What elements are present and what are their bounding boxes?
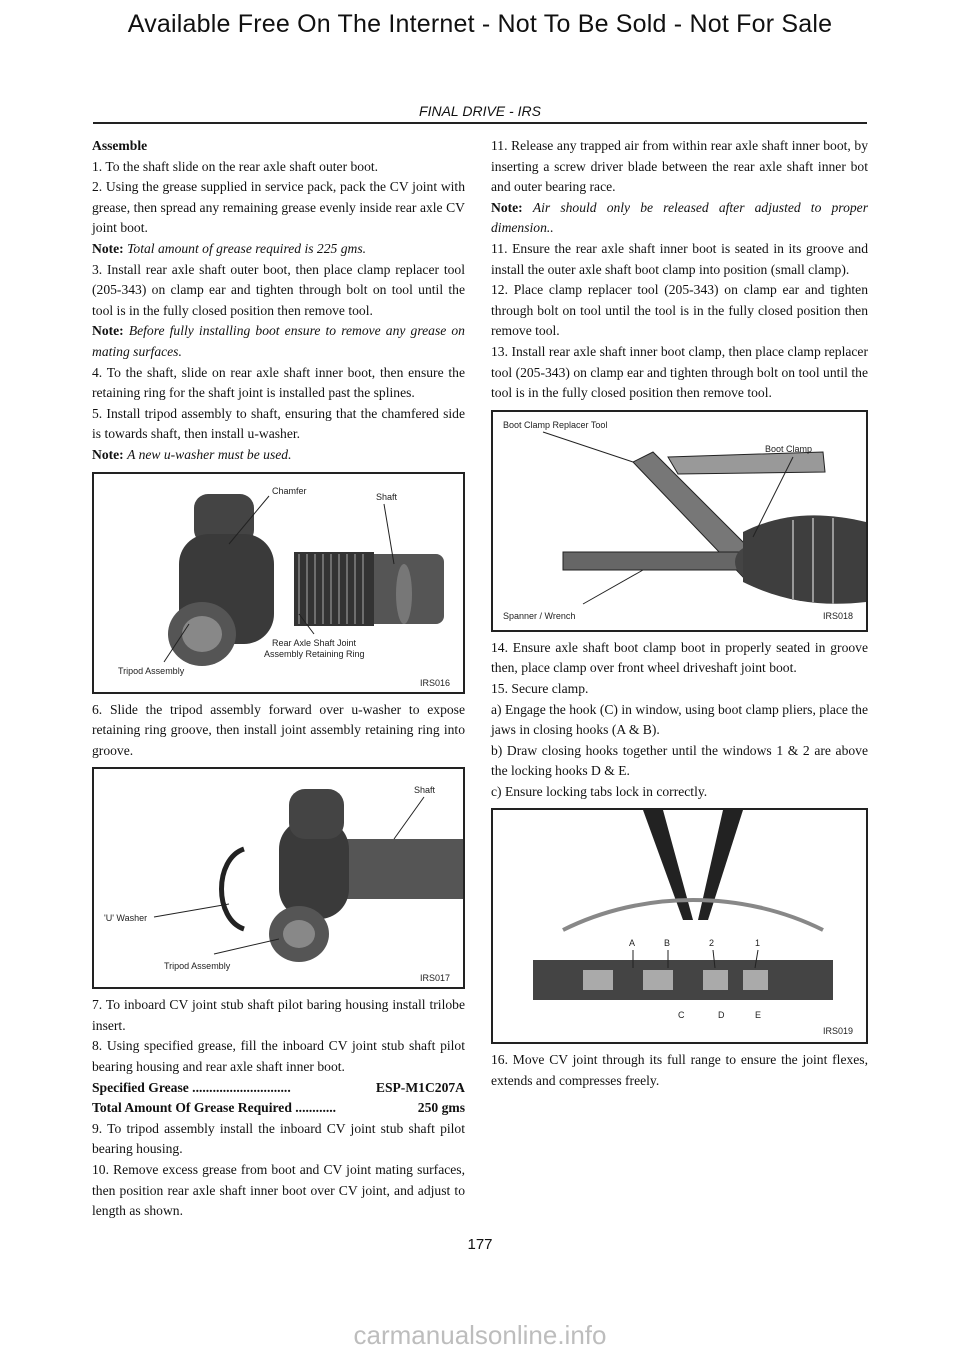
washer-leader [154, 904, 229, 917]
roller-face [283, 920, 315, 948]
window-b [643, 970, 673, 990]
clamp-tool-illustration [493, 412, 866, 630]
retaining-ring [396, 564, 412, 624]
note-2 [92, 321, 465, 362]
figure-irs017 [92, 767, 465, 989]
note-text: Total amount of grease required is 225 gms. [127, 240, 367, 256]
left-column [92, 136, 465, 1222]
spec-value: ESP-M1C207A [375, 1079, 465, 1095]
note-text: A new u-washer must be used. [127, 446, 292, 462]
clamp-band-arc [563, 900, 823, 930]
chamfer-label: Chamfer [272, 485, 307, 496]
shaft-leader [394, 797, 424, 839]
spec-label: Specified Grease ............................. [92, 1079, 291, 1095]
step-3: 3. Install rear axle shaft outer boot, then place clamp replacer tool (205-343) on clamp ear and tighten through bolt on tool until the tool is in the fully closed position then remove tool. [92, 261, 465, 318]
step-11a: 11. Release any trapped air from within rear axle shaft inner boot, by inserting a screw driver blade between the rear axle shaft inner bot and outer bearing race. [491, 138, 868, 195]
step-9: 9. To tripod assembly install the inboard CV joint stub shaft pilot bearing housing. [92, 1120, 465, 1157]
step-14: 14. Ensure axle shaft boot clamp boot in properly seated in groove then, place clamp over front wheel driveshaft joint boot. [491, 639, 868, 676]
note-1 [92, 239, 465, 260]
label-a: A [629, 938, 636, 949]
step-15c: c) Ensure locking tabs lock in correctly. [491, 783, 708, 799]
note-label: Note: [491, 199, 523, 215]
tripod-upper-roller [289, 789, 344, 839]
figure-id: IRS019 [823, 1026, 854, 1037]
step-4: 4. To the shaft, slide on rear axle shaft inner boot, then ensure the retaining ring for the shaft joint is installed past the splines. [92, 364, 465, 401]
total-value: 250 gms [417, 1100, 465, 1116]
clamp-label: Boot Clamp [765, 443, 813, 454]
label-2: 2 [709, 938, 715, 949]
availability-banner: Available Free On The Internet - Not To Be Sold - Not For Sale [127, 10, 833, 38]
note-air [491, 198, 868, 239]
section-title: FINAL DRIVE - IRS [419, 103, 541, 119]
note-label: Note: [92, 323, 124, 339]
step-1: 1. To the shaft slide on the rear axle shaft outer boot. [92, 158, 379, 174]
step-10: 10. Remove excess grease from boot and CV joint mating surfaces, then position rear axle shaft inner boot over CV joint, and adjust to length as shown. [92, 1162, 465, 1219]
spanner [563, 552, 753, 570]
window-a [583, 970, 613, 990]
shaft-splines [294, 552, 374, 626]
tripod-shaft-illustration [94, 474, 463, 692]
label-c: C [678, 1010, 685, 1021]
figure-id: IRS018 [823, 610, 854, 621]
tripod-label: Tripod Assembly [164, 961, 231, 972]
step-7: 7. To inboard CV joint stub shaft pilot baring housing install trilobe insert. [92, 997, 465, 1033]
roller-face [182, 616, 222, 652]
figure-irs018 [491, 410, 868, 632]
note-3 [92, 445, 465, 466]
clamp-pliers-illustration [493, 810, 866, 1042]
step-12: 12. Place clamp replacer tool (205-343) on clamp ear and tighten through bolt on tool until the tool is in the fully closed position then remove tool. [491, 282, 868, 339]
step-6: 6. Slide the tripod assembly forward over u-washer to expose retaining ring groove, then install joint assembly retaining ring into groove. [92, 701, 465, 758]
figure-irs019 [491, 808, 868, 1044]
total-label: Total Amount Of Grease Required ............ [92, 1100, 337, 1116]
page-number: 177 [467, 1236, 493, 1253]
spanner-label: Spanner / Wrench [503, 610, 576, 621]
step-15a: a) Engage the hook (C) in window, using boot clamp pliers, place the jaws in closing hooks (A & B). [491, 701, 868, 738]
label-b: B [664, 938, 671, 949]
figure-id: IRS017 [420, 973, 451, 984]
spanner-leader [583, 570, 643, 604]
note-text: Air should only be released after adjusted to proper dimension.. [491, 199, 868, 236]
tool-label: Boot Clamp Replacer Tool [503, 419, 608, 430]
window-1 [743, 970, 768, 990]
spec-grease-row [92, 1078, 465, 1099]
note-label: Note: [92, 446, 124, 462]
tool-upper-arm [668, 452, 825, 474]
ring-label-1: Rear Axle Shaft Joint [272, 637, 357, 648]
shaft-label: Shaft [414, 785, 436, 796]
step-13: 13. Install rear axle shaft inner boot clamp, then place clamp replacer tool (205-343) on clamp ear and tighten through bolt on tool until the tool is in the fully closed position then remove tool. [491, 343, 868, 401]
tool-leader [543, 432, 633, 462]
note-label: Note: [92, 240, 124, 256]
note-text: Before fully installing boot ensure to remove any grease on mating surfaces. [92, 323, 465, 359]
step-11b: 11. Ensure the rear axle shaft inner boot is seated in its groove and install the outer axle shaft boot clamp into position (small clamp). [491, 240, 868, 277]
tripod-leader [214, 939, 279, 954]
step-15b: b) Draw closing hooks together until the windows 1 & 2 are above the locking hooks D & E. [491, 742, 868, 779]
step-8: 8. Using specified grease, fill the inboard CV joint stub shaft pilot bearing housing and rear axle shaft inner boot. [92, 1038, 465, 1075]
u-washer-illustration [94, 769, 463, 987]
ring-label-2: Assembly Retaining Ring [264, 648, 365, 659]
header-rule [93, 122, 867, 124]
figure-irs016 [92, 472, 465, 694]
u-washer [222, 849, 245, 929]
total-grease-row [92, 1098, 465, 1119]
window-2 [703, 970, 728, 990]
figure-id: IRS016 [420, 677, 451, 688]
right-column [491, 136, 868, 1092]
boot [743, 515, 866, 603]
step-15: 15. Secure clamp. [491, 680, 589, 696]
label-1: 1 [755, 938, 761, 949]
shaft-label: Shaft [376, 491, 398, 502]
step-2: 2. Using the grease supplied in service pack, pack the CV joint with grease, then spread any remaining grease evenly inside rear axle CV joint boot. [92, 179, 465, 236]
label-d: D [718, 1010, 725, 1021]
clamp-band [533, 960, 833, 1000]
footer-watermark: carmanualsonline.info [353, 1320, 607, 1350]
step-5: 5. Install tripod assembly to shaft, ensuring that the chamfered side is towards shaft, then install u-washer. [92, 405, 465, 442]
assemble-heading: Assemble [92, 138, 148, 153]
step-16: 16. Move CV joint through its full range to ensure the joint flexes, extends and compresses freely. [491, 1052, 868, 1089]
tripod-label: Tripod Assembly [118, 665, 185, 676]
u-washer-label: 'U' Washer [104, 913, 148, 924]
label-e: E [755, 1010, 762, 1021]
